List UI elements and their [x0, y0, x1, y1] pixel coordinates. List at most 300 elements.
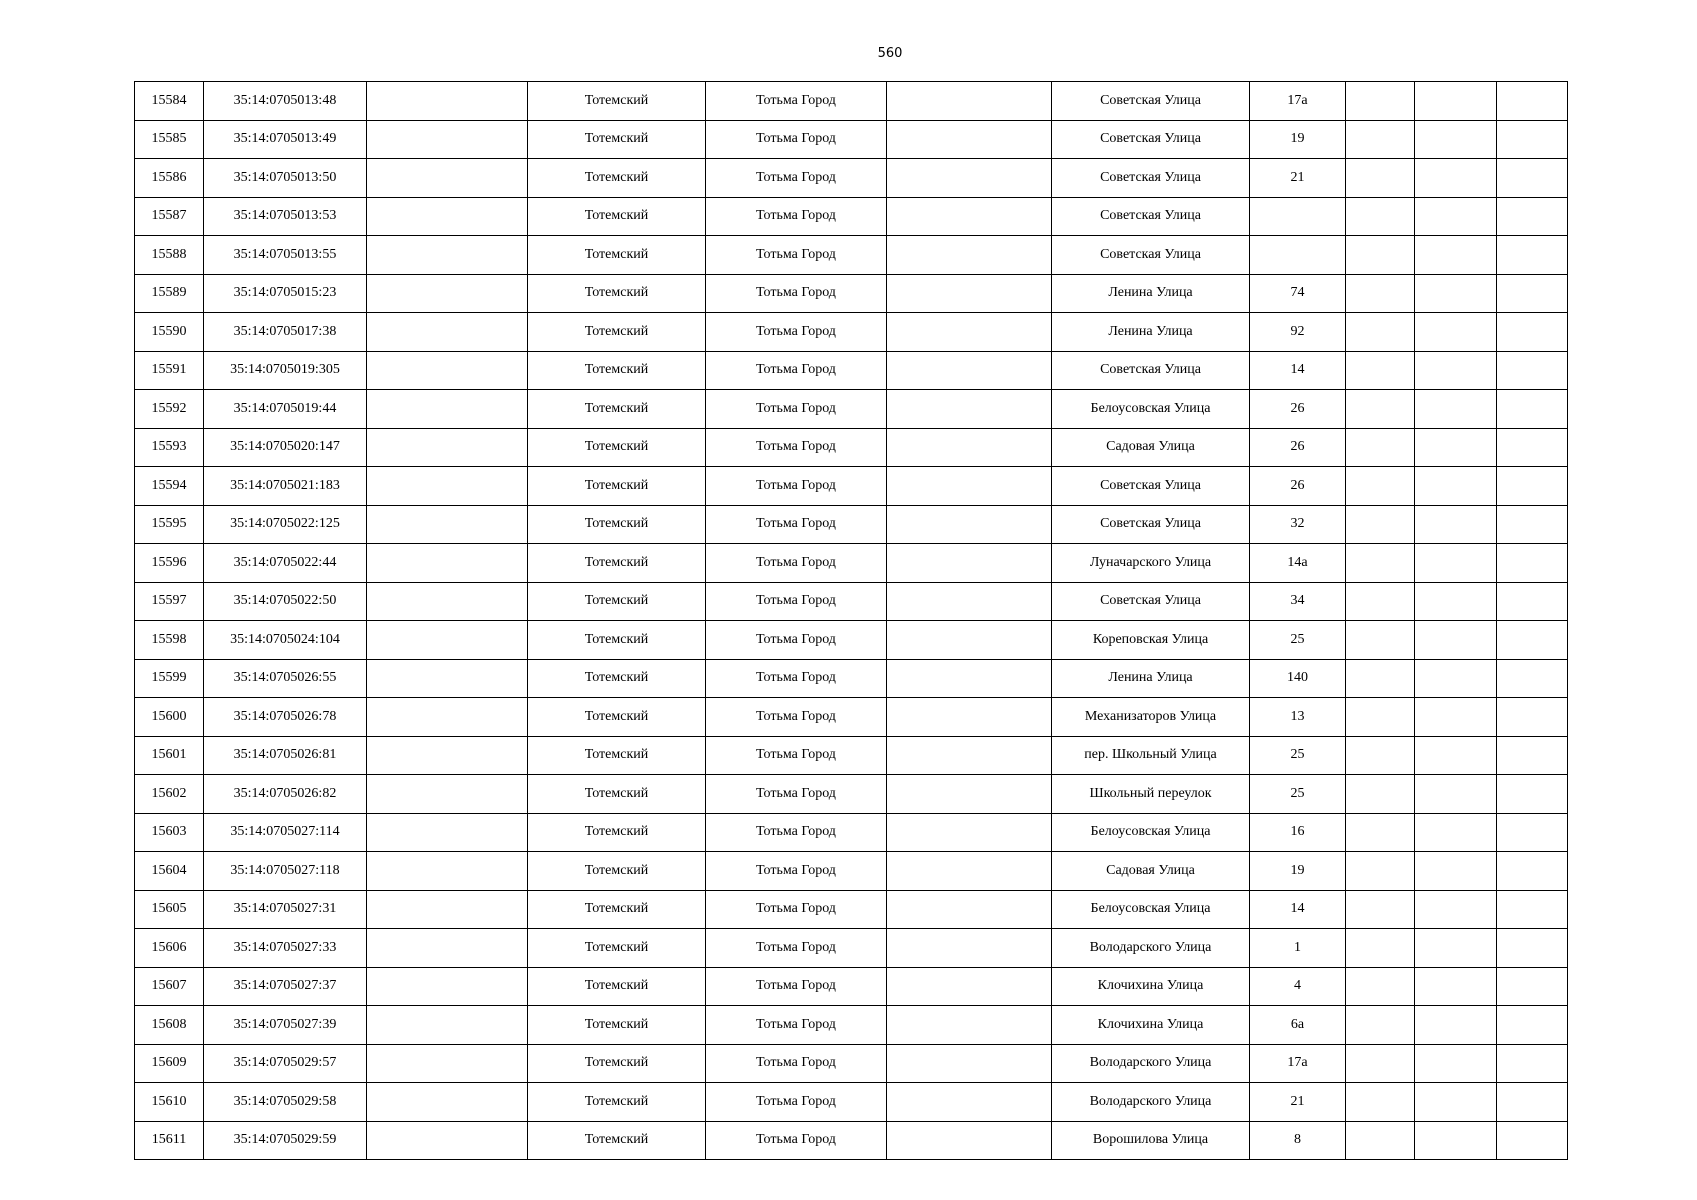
- empty-cell: [1415, 467, 1497, 506]
- empty-cell: [1346, 390, 1415, 429]
- house-number-cell: 19: [1250, 120, 1346, 159]
- empty-cell: [1497, 274, 1568, 313]
- street-cell: Клочихина Улица: [1052, 967, 1250, 1006]
- record-number-cell: 15611: [135, 1121, 204, 1160]
- empty-cell: [1346, 351, 1415, 390]
- empty-cell: [1415, 1083, 1497, 1122]
- settlement-cell: Тотьма Город: [706, 1006, 887, 1045]
- table-row: [135, 582, 1568, 621]
- house-number-cell: 6а: [1250, 1006, 1346, 1045]
- table-row: [135, 236, 1568, 275]
- empty-cell: [367, 274, 528, 313]
- district-cell: Тотемский: [528, 544, 706, 583]
- street-cell: Советская Улица: [1052, 159, 1250, 198]
- empty-cell: [1346, 929, 1415, 968]
- street-cell: Садовая Улица: [1052, 428, 1250, 467]
- empty-cell: [887, 428, 1052, 467]
- district-cell: Тотемский: [528, 1044, 706, 1083]
- empty-cell: [1497, 390, 1568, 429]
- cadastral-number-cell: 35:14:0705013:48: [204, 82, 367, 121]
- house-number-cell: 26: [1250, 390, 1346, 429]
- empty-cell: [1346, 659, 1415, 698]
- empty-cell: [887, 582, 1052, 621]
- settlement-cell: Тотьма Город: [706, 313, 887, 352]
- table-row: [135, 428, 1568, 467]
- settlement-cell: Тотьма Город: [706, 467, 887, 506]
- record-number-cell: 15602: [135, 775, 204, 814]
- house-number-cell: 25: [1250, 621, 1346, 660]
- table-row: [135, 659, 1568, 698]
- district-cell: Тотемский: [528, 274, 706, 313]
- street-cell: Ленина Улица: [1052, 313, 1250, 352]
- empty-cell: [367, 236, 528, 275]
- record-number-cell: 15586: [135, 159, 204, 198]
- empty-cell: [1415, 274, 1497, 313]
- district-cell: Тотемский: [528, 621, 706, 660]
- house-number-cell: 32: [1250, 505, 1346, 544]
- empty-cell: [1346, 120, 1415, 159]
- settlement-cell: Тотьма Город: [706, 775, 887, 814]
- district-cell: Тотемский: [528, 967, 706, 1006]
- table-row: [135, 890, 1568, 929]
- empty-cell: [887, 82, 1052, 121]
- empty-cell: [887, 698, 1052, 737]
- empty-cell: [887, 467, 1052, 506]
- settlement-cell: Тотьма Город: [706, 274, 887, 313]
- street-cell: Кореповская Улица: [1052, 621, 1250, 660]
- cadastral-number-cell: 35:14:0705027:118: [204, 852, 367, 891]
- district-cell: Тотемский: [528, 1006, 706, 1045]
- house-number-cell: 1: [1250, 929, 1346, 968]
- empty-cell: [1346, 428, 1415, 467]
- record-number-cell: 15590: [135, 313, 204, 352]
- empty-cell: [1497, 505, 1568, 544]
- district-cell: Тотемский: [528, 390, 706, 429]
- house-number-cell: 16: [1250, 813, 1346, 852]
- empty-cell: [887, 621, 1052, 660]
- table-row: [135, 775, 1568, 814]
- empty-cell: [1346, 505, 1415, 544]
- house-number-cell: 21: [1250, 1083, 1346, 1122]
- street-cell: Ворошилова Улица: [1052, 1121, 1250, 1160]
- settlement-cell: Тотьма Город: [706, 621, 887, 660]
- street-cell: пер. Школьный Улица: [1052, 736, 1250, 775]
- cadastral-number-cell: 35:14:0705017:38: [204, 313, 367, 352]
- street-cell: Советская Улица: [1052, 505, 1250, 544]
- empty-cell: [1497, 929, 1568, 968]
- empty-cell: [1497, 698, 1568, 737]
- settlement-cell: Тотьма Город: [706, 890, 887, 929]
- table-row: [135, 929, 1568, 968]
- empty-cell: [887, 351, 1052, 390]
- district-cell: Тотемский: [528, 197, 706, 236]
- street-cell: Ленина Улица: [1052, 659, 1250, 698]
- table-row: [135, 1044, 1568, 1083]
- district-cell: Тотемский: [528, 159, 706, 198]
- record-number-cell: 15585: [135, 120, 204, 159]
- empty-cell: [887, 736, 1052, 775]
- table-row: [135, 467, 1568, 506]
- house-number-cell: 17а: [1250, 82, 1346, 121]
- table-row: [135, 736, 1568, 775]
- table-row: [135, 544, 1568, 583]
- cadastral-number-cell: 35:14:0705020:147: [204, 428, 367, 467]
- empty-cell: [1346, 621, 1415, 660]
- record-number-cell: 15594: [135, 467, 204, 506]
- house-number-cell: 92: [1250, 313, 1346, 352]
- empty-cell: [887, 505, 1052, 544]
- empty-cell: [1497, 351, 1568, 390]
- empty-cell: [1415, 82, 1497, 121]
- district-cell: Тотемский: [528, 313, 706, 352]
- district-cell: Тотемский: [528, 467, 706, 506]
- empty-cell: [1346, 236, 1415, 275]
- page-number: 560: [877, 46, 903, 61]
- empty-cell: [1415, 1006, 1497, 1045]
- record-number-cell: 15592: [135, 390, 204, 429]
- empty-cell: [1415, 967, 1497, 1006]
- table-row: [135, 313, 1568, 352]
- settlement-cell: Тотьма Город: [706, 1083, 887, 1122]
- cadastral-number-cell: 35:14:0705019:305: [204, 351, 367, 390]
- district-cell: Тотемский: [528, 1083, 706, 1122]
- table-row: [135, 967, 1568, 1006]
- empty-cell: [887, 197, 1052, 236]
- empty-cell: [1497, 1044, 1568, 1083]
- settlement-cell: Тотьма Город: [706, 428, 887, 467]
- empty-cell: [1497, 197, 1568, 236]
- cadastral-number-cell: 35:14:0705027:31: [204, 890, 367, 929]
- empty-cell: [1415, 159, 1497, 198]
- district-cell: Тотемский: [528, 929, 706, 968]
- empty-cell: [367, 159, 528, 198]
- district-cell: Тотемский: [528, 351, 706, 390]
- record-number-cell: 15607: [135, 967, 204, 1006]
- empty-cell: [887, 967, 1052, 1006]
- empty-cell: [1497, 544, 1568, 583]
- cadastral-number-cell: 35:14:0705029:58: [204, 1083, 367, 1122]
- street-cell: Советская Улица: [1052, 467, 1250, 506]
- settlement-cell: Тотьма Город: [706, 544, 887, 583]
- table-row: [135, 390, 1568, 429]
- house-number-cell: 13: [1250, 698, 1346, 737]
- cadastral-number-cell: 35:14:0705024:104: [204, 621, 367, 660]
- empty-cell: [1346, 1044, 1415, 1083]
- record-number-cell: 15593: [135, 428, 204, 467]
- record-number-cell: 15596: [135, 544, 204, 583]
- empty-cell: [1346, 82, 1415, 121]
- street-cell: Белоусовская Улица: [1052, 890, 1250, 929]
- empty-cell: [887, 813, 1052, 852]
- empty-cell: [1415, 428, 1497, 467]
- empty-cell: [367, 659, 528, 698]
- empty-cell: [1415, 544, 1497, 583]
- record-number-cell: 15601: [135, 736, 204, 775]
- empty-cell: [887, 159, 1052, 198]
- empty-cell: [887, 274, 1052, 313]
- empty-cell: [1415, 890, 1497, 929]
- empty-cell: [1415, 1044, 1497, 1083]
- empty-cell: [1346, 736, 1415, 775]
- house-number-cell: 14а: [1250, 544, 1346, 583]
- empty-cell: [367, 967, 528, 1006]
- empty-cell: [887, 1044, 1052, 1083]
- house-number-cell: [1250, 197, 1346, 236]
- empty-cell: [1346, 159, 1415, 198]
- empty-cell: [1497, 1121, 1568, 1160]
- empty-cell: [1497, 82, 1568, 121]
- district-cell: Тотемский: [528, 813, 706, 852]
- empty-cell: [1346, 967, 1415, 1006]
- empty-cell: [367, 1083, 528, 1122]
- house-number-cell: 25: [1250, 775, 1346, 814]
- settlement-cell: Тотьма Город: [706, 736, 887, 775]
- house-number-cell: 26: [1250, 428, 1346, 467]
- record-number-cell: 15589: [135, 274, 204, 313]
- empty-cell: [887, 1121, 1052, 1160]
- record-number-cell: 15610: [135, 1083, 204, 1122]
- empty-cell: [887, 544, 1052, 583]
- empty-cell: [1497, 159, 1568, 198]
- empty-cell: [1415, 813, 1497, 852]
- empty-cell: [1497, 852, 1568, 891]
- district-cell: Тотемский: [528, 890, 706, 929]
- empty-cell: [887, 120, 1052, 159]
- empty-cell: [1497, 1006, 1568, 1045]
- empty-cell: [367, 313, 528, 352]
- settlement-cell: Тотьма Город: [706, 582, 887, 621]
- empty-cell: [1415, 852, 1497, 891]
- settlement-cell: Тотьма Город: [706, 82, 887, 121]
- settlement-cell: Тотьма Город: [706, 236, 887, 275]
- cadastral-number-cell: 35:14:0705027:33: [204, 929, 367, 968]
- settlement-cell: Тотьма Город: [706, 159, 887, 198]
- street-cell: Володарского Улица: [1052, 1083, 1250, 1122]
- empty-cell: [1346, 1121, 1415, 1160]
- house-number-cell: 8: [1250, 1121, 1346, 1160]
- empty-cell: [1497, 736, 1568, 775]
- street-cell: Советская Улица: [1052, 197, 1250, 236]
- table-row: [135, 120, 1568, 159]
- record-number-cell: 15606: [135, 929, 204, 968]
- empty-cell: [1497, 775, 1568, 814]
- empty-cell: [1415, 505, 1497, 544]
- empty-cell: [887, 1006, 1052, 1045]
- cadastral-number-cell: 35:14:0705029:59: [204, 1121, 367, 1160]
- street-cell: Белоусовская Улица: [1052, 390, 1250, 429]
- table-row: [135, 82, 1568, 121]
- empty-cell: [1497, 659, 1568, 698]
- empty-cell: [887, 775, 1052, 814]
- settlement-cell: Тотьма Город: [706, 1044, 887, 1083]
- house-number-cell: 26: [1250, 467, 1346, 506]
- empty-cell: [887, 1083, 1052, 1122]
- district-cell: Тотемский: [528, 120, 706, 159]
- record-number-cell: 15608: [135, 1006, 204, 1045]
- street-cell: Клочихина Улица: [1052, 1006, 1250, 1045]
- cadastral-number-cell: 35:14:0705022:50: [204, 582, 367, 621]
- settlement-cell: Тотьма Город: [706, 505, 887, 544]
- district-cell: Тотемский: [528, 698, 706, 737]
- table-row: [135, 1006, 1568, 1045]
- house-number-cell: 74: [1250, 274, 1346, 313]
- cadastral-number-cell: 35:14:0705026:81: [204, 736, 367, 775]
- table-row: [135, 197, 1568, 236]
- table-row: [135, 621, 1568, 660]
- empty-cell: [367, 813, 528, 852]
- district-cell: Тотемский: [528, 1121, 706, 1160]
- empty-cell: [367, 775, 528, 814]
- cadastral-number-cell: 35:14:0705026:78: [204, 698, 367, 737]
- empty-cell: [1346, 467, 1415, 506]
- empty-cell: [1497, 967, 1568, 1006]
- street-cell: Советская Улица: [1052, 120, 1250, 159]
- empty-cell: [1497, 467, 1568, 506]
- empty-cell: [1415, 390, 1497, 429]
- empty-cell: [1415, 736, 1497, 775]
- empty-cell: [1415, 698, 1497, 737]
- district-cell: Тотемский: [528, 775, 706, 814]
- street-cell: Луначарского Улица: [1052, 544, 1250, 583]
- table-row: [135, 698, 1568, 737]
- district-cell: Тотемский: [528, 736, 706, 775]
- empty-cell: [367, 351, 528, 390]
- empty-cell: [367, 929, 528, 968]
- house-number-cell: 17а: [1250, 1044, 1346, 1083]
- empty-cell: [367, 82, 528, 121]
- settlement-cell: Тотьма Город: [706, 197, 887, 236]
- empty-cell: [367, 544, 528, 583]
- empty-cell: [367, 467, 528, 506]
- registry-table-body: [135, 82, 1568, 1160]
- street-cell: Механизаторов Улица: [1052, 698, 1250, 737]
- district-cell: Тотемский: [528, 505, 706, 544]
- empty-cell: [1346, 813, 1415, 852]
- street-cell: Советская Улица: [1052, 582, 1250, 621]
- empty-cell: [367, 390, 528, 429]
- empty-cell: [1415, 659, 1497, 698]
- empty-cell: [1346, 274, 1415, 313]
- cadastral-number-cell: 35:14:0705027:37: [204, 967, 367, 1006]
- record-number-cell: 15584: [135, 82, 204, 121]
- cadastral-number-cell: 35:14:0705029:57: [204, 1044, 367, 1083]
- cadastral-number-cell: 35:14:0705022:44: [204, 544, 367, 583]
- table-row: [135, 351, 1568, 390]
- empty-cell: [367, 1006, 528, 1045]
- empty-cell: [367, 120, 528, 159]
- empty-cell: [1415, 351, 1497, 390]
- street-cell: Белоусовская Улица: [1052, 813, 1250, 852]
- street-cell: Школьный переулок: [1052, 775, 1250, 814]
- registry-table: [134, 81, 1568, 1160]
- house-number-cell: 21: [1250, 159, 1346, 198]
- cadastral-number-cell: 35:14:0705013:55: [204, 236, 367, 275]
- cadastral-number-cell: 35:14:0705015:23: [204, 274, 367, 313]
- empty-cell: [1346, 1083, 1415, 1122]
- empty-cell: [1346, 582, 1415, 621]
- house-number-cell: 25: [1250, 736, 1346, 775]
- table-row: [135, 1083, 1568, 1122]
- empty-cell: [1346, 890, 1415, 929]
- settlement-cell: Тотьма Город: [706, 390, 887, 429]
- cadastral-number-cell: 35:14:0705026:55: [204, 659, 367, 698]
- cadastral-number-cell: 35:14:0705021:183: [204, 467, 367, 506]
- house-number-cell: 14: [1250, 890, 1346, 929]
- street-cell: Володарского Улица: [1052, 1044, 1250, 1083]
- cadastral-number-cell: 35:14:0705013:50: [204, 159, 367, 198]
- empty-cell: [1346, 1006, 1415, 1045]
- empty-cell: [1415, 582, 1497, 621]
- empty-cell: [1415, 197, 1497, 236]
- empty-cell: [1497, 813, 1568, 852]
- cadastral-number-cell: 35:14:0705026:82: [204, 775, 367, 814]
- empty-cell: [367, 505, 528, 544]
- settlement-cell: Тотьма Город: [706, 929, 887, 968]
- cadastral-number-cell: 35:14:0705027:114: [204, 813, 367, 852]
- house-number-cell: 14: [1250, 351, 1346, 390]
- empty-cell: [1497, 890, 1568, 929]
- settlement-cell: Тотьма Город: [706, 813, 887, 852]
- empty-cell: [887, 390, 1052, 429]
- empty-cell: [1346, 852, 1415, 891]
- empty-cell: [1497, 428, 1568, 467]
- table-row: [135, 274, 1568, 313]
- empty-cell: [367, 736, 528, 775]
- empty-cell: [1415, 929, 1497, 968]
- district-cell: Тотемский: [528, 582, 706, 621]
- record-number-cell: 15605: [135, 890, 204, 929]
- house-number-cell: 140: [1250, 659, 1346, 698]
- empty-cell: [1346, 698, 1415, 737]
- district-cell: Тотемский: [528, 82, 706, 121]
- empty-cell: [367, 428, 528, 467]
- empty-cell: [1497, 236, 1568, 275]
- record-number-cell: 15604: [135, 852, 204, 891]
- cadastral-number-cell: 35:14:0705027:39: [204, 1006, 367, 1045]
- empty-cell: [1415, 775, 1497, 814]
- record-number-cell: 15598: [135, 621, 204, 660]
- empty-cell: [887, 890, 1052, 929]
- record-number-cell: 15595: [135, 505, 204, 544]
- empty-cell: [1415, 120, 1497, 159]
- table-row: [135, 1121, 1568, 1160]
- empty-cell: [887, 313, 1052, 352]
- empty-cell: [367, 852, 528, 891]
- record-number-cell: 15603: [135, 813, 204, 852]
- cadastral-number-cell: 35:14:0705022:125: [204, 505, 367, 544]
- district-cell: Тотемский: [528, 659, 706, 698]
- empty-cell: [1415, 313, 1497, 352]
- table-row: [135, 813, 1568, 852]
- house-number-cell: 4: [1250, 967, 1346, 1006]
- record-number-cell: 15609: [135, 1044, 204, 1083]
- empty-cell: [367, 890, 528, 929]
- street-cell: Володарского Улица: [1052, 929, 1250, 968]
- district-cell: Тотемский: [528, 236, 706, 275]
- record-number-cell: 15591: [135, 351, 204, 390]
- record-number-cell: 15600: [135, 698, 204, 737]
- cadastral-number-cell: 35:14:0705013:53: [204, 197, 367, 236]
- empty-cell: [887, 236, 1052, 275]
- cadastral-number-cell: 35:14:0705013:49: [204, 120, 367, 159]
- empty-cell: [367, 1044, 528, 1083]
- house-number-cell: [1250, 236, 1346, 275]
- empty-cell: [887, 929, 1052, 968]
- record-number-cell: 15597: [135, 582, 204, 621]
- record-number-cell: 15587: [135, 197, 204, 236]
- settlement-cell: Тотьма Город: [706, 852, 887, 891]
- empty-cell: [1497, 1083, 1568, 1122]
